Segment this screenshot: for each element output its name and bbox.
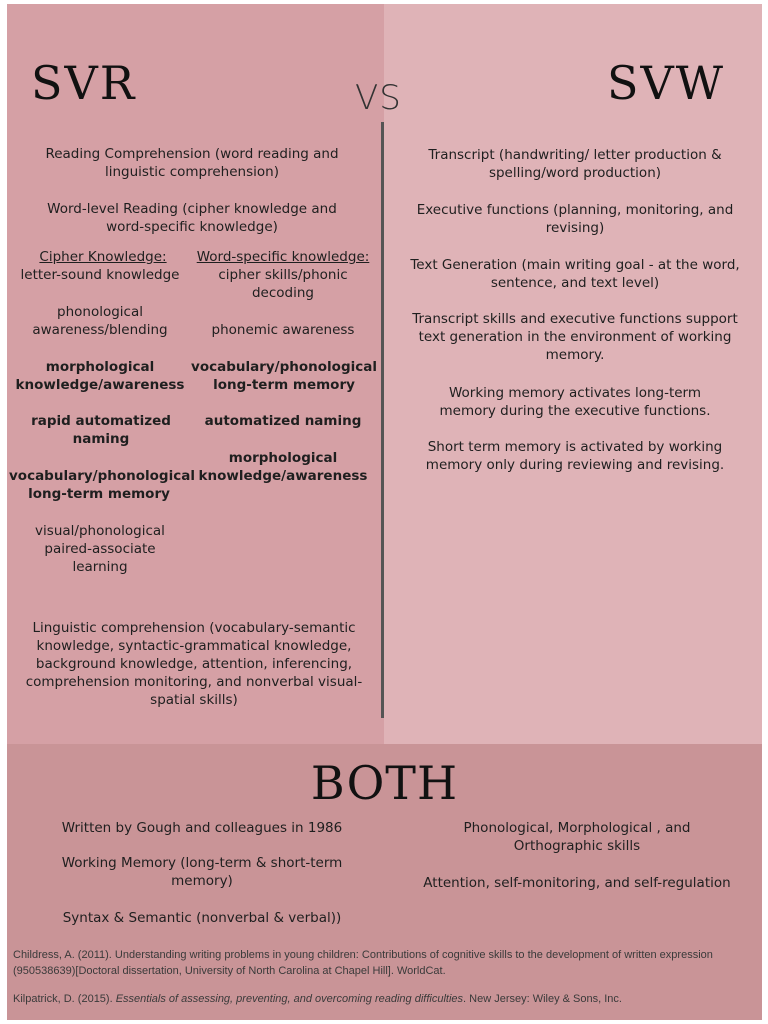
- citation-kilpatrick: [13, 991, 758, 1007]
- cipher-item: visual/phonological paired-associate learning: [35, 523, 165, 575]
- svr-heading: SVR: [31, 56, 137, 110]
- both-right-item: Attention, self-monitoring, and self-regulation: [423, 875, 731, 891]
- citation-kilpatrick-publisher: . New Jersey: Wiley & Sons, Inc.: [463, 993, 622, 1005]
- word-specific-item: vocabulary/phonological long-term memory: [191, 359, 377, 393]
- word-specific-header: Word-specific knowledge:: [196, 249, 370, 265]
- citation-kilpatrick-title: Essentials of assessing, preventing, and overcoming reading difficulties: [115, 993, 464, 1005]
- infographic: [7, 4, 762, 1020]
- svr-reading-comprehension: Reading Comprehension (word reading and linguistic comprehension): [45, 146, 339, 180]
- both-left-item: Working Memory (long-term & short-term memory): [61, 855, 343, 889]
- word-specific-item: cipher skills/phonic decoding: [218, 267, 348, 301]
- vs-heading: VS: [355, 78, 402, 118]
- both-left-item: Written by Gough and colleagues in 1986: [61, 820, 343, 836]
- both-right-item: Phonological, Morphological , and Orthographic skills: [463, 820, 691, 854]
- cipher-item: morphological knowledge/awareness: [15, 359, 185, 393]
- svw-item: Executive functions (planning, monitoring, and revising): [416, 202, 734, 236]
- svr-word-level-reading: Word-level Reading (cipher knowledge and word-specific knowledge): [47, 201, 337, 235]
- svw-item: Transcript (handwriting/ letter production & spelling/word production): [428, 147, 722, 181]
- citation-childress: Childress, A. (2011). Understanding writing problems in young children: Contributions of cognitive skills to the development of written expression (950538639)[Doctoral dissertation, University of North Carolina at Chapel Hill]. WorldCat.: [13, 949, 713, 977]
- citation-kilpatrick-author: Kilpatrick, D. (2015).: [13, 993, 113, 1005]
- word-specific-item: phonemic awareness: [211, 322, 355, 338]
- cipher-item: letter-sound knowledge: [20, 267, 180, 283]
- word-specific-item: morphological knowledge/awareness: [198, 450, 368, 484]
- svw-item: Short term memory is activated by working memory only during reviewing and revising.: [425, 439, 725, 473]
- svw-item: Text Generation (main writing goal - at the word, sentence, and text level): [410, 257, 740, 291]
- column-divider: [381, 122, 384, 718]
- svr-linguistic-comprehension: Linguistic comprehension (vocabulary-semantic knowledge, syntactic-grammatical knowledge, background knowledge, attention, inferencing, comprehension monitoring, and nonverbal visual-spatial skills): [25, 620, 363, 708]
- svw-item: Transcript skills and executive functions support text generation in the environment of working memory.: [412, 311, 738, 363]
- svw-heading: SVW: [607, 56, 726, 110]
- word-specific-item: automatized naming: [204, 413, 362, 429]
- cipher-knowledge-header: Cipher Knowledge:: [39, 249, 167, 265]
- both-left-item: Syntax & Semantic (nonverbal & verbal)): [62, 910, 342, 926]
- cipher-item: vocabulary/phonological long-term memory: [9, 468, 195, 502]
- svw-panel: [384, 4, 762, 744]
- both-heading: BOTH: [310, 756, 459, 810]
- svw-item: Working memory activates long-term memory during the executive functions.: [439, 385, 711, 419]
- cipher-item: rapid automatized naming: [31, 413, 171, 447]
- cipher-item: phonological awareness/blending: [32, 304, 168, 338]
